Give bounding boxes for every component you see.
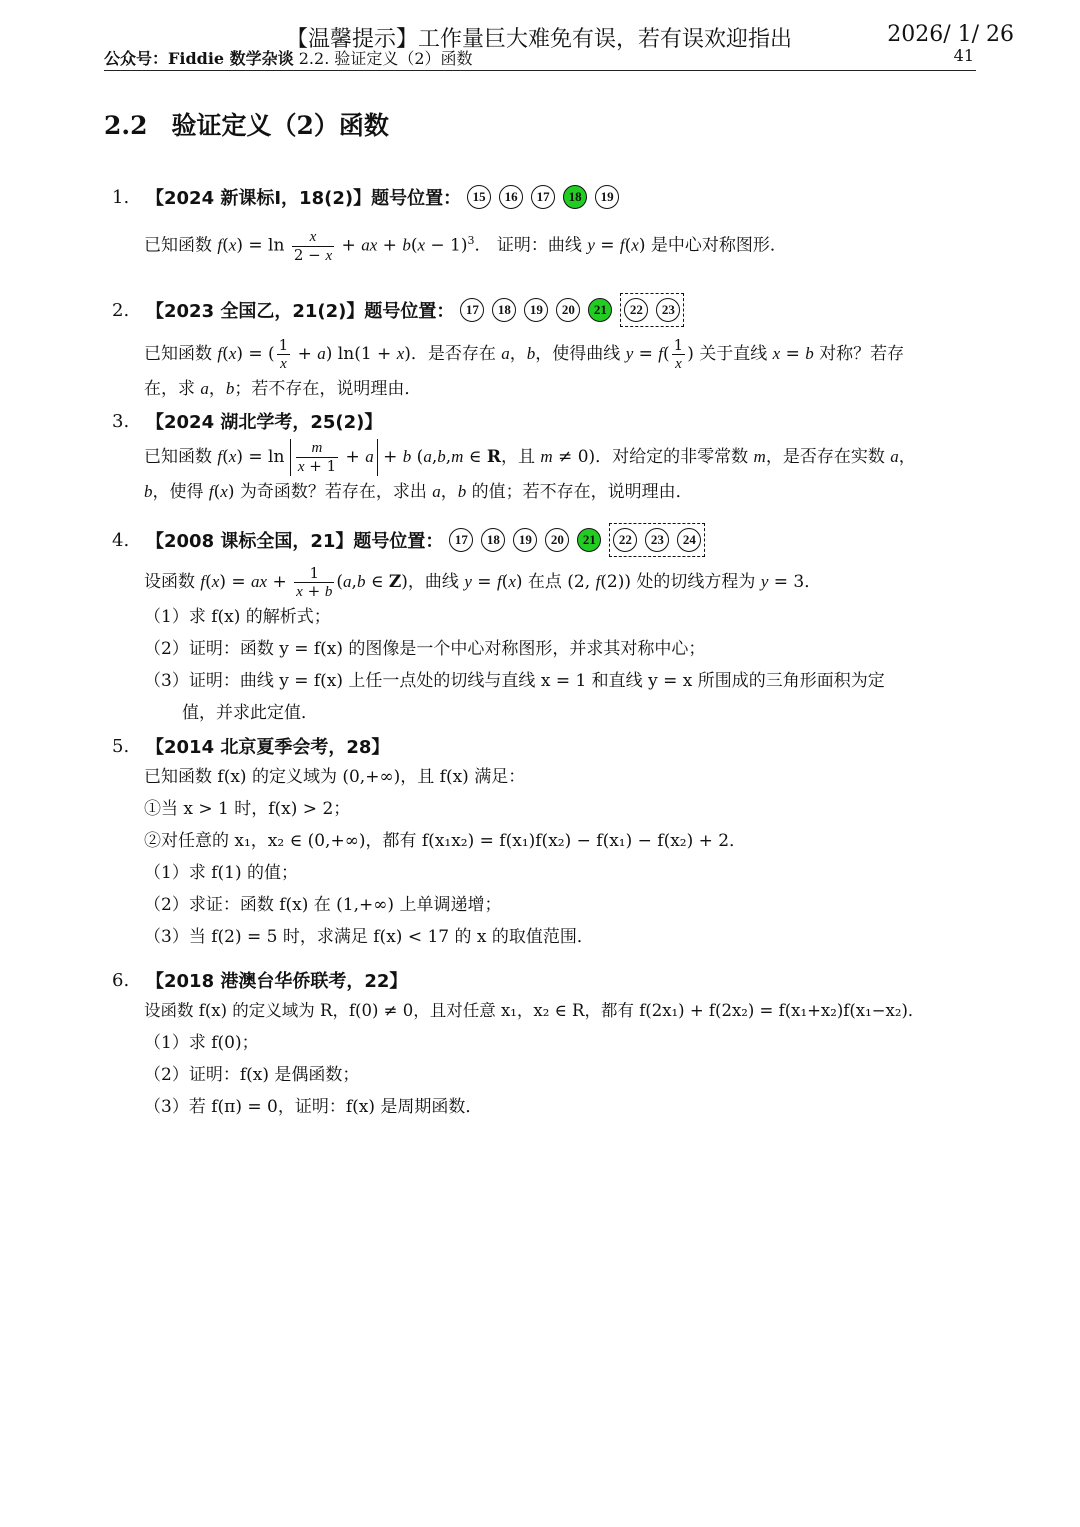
problem-text: （1）求 f(0)；: [144, 1033, 259, 1053]
problem-number: 6.: [112, 969, 130, 991]
dashed-group: [609, 523, 705, 557]
problem-4: [112, 525, 992, 729]
position-circles: [467, 185, 619, 209]
problem-source: 【2008 课标全国，21】: [146, 531, 354, 552]
absolute-value: $\frac{m}{x + 1}$ + a: [290, 439, 378, 476]
problem-text: 设函数 f(x) = ax + $\frac{1}{x + b}$ (a,b ∈ Z)，曲线 y = f(x) 在点 (2, f(2)) 处的切线方程为 y = 3．: [144, 563, 822, 600]
question-position-23: 23: [656, 298, 680, 322]
problem-text: （3）证明：曲线 y = f(x) 上任一点处的切线与直线 x = 1 和直线 y = x 所围成的三角形面积为定: [144, 671, 885, 691]
problem-number: 5.: [112, 735, 130, 757]
question-position-17: 17: [449, 528, 473, 552]
fraction: $\frac{1}{x}$: [278, 335, 289, 372]
problem-1: [112, 182, 992, 264]
fraction: $\frac{1}{x}$: [673, 335, 684, 372]
problem-2: [112, 295, 992, 405]
problem-number: 3.: [112, 410, 130, 432]
question-position-19: 19: [595, 185, 619, 209]
page-number: 41: [953, 46, 974, 65]
problem-text: （2）证明：函数 y = f(x) 的图像是一个中心对称图形，并求其对称中心；: [144, 639, 706, 659]
problem-text: （3）若 f(π) = 0，证明：f(x) 是周期函数．: [144, 1097, 483, 1117]
section-title-text: 验证定义（2）函数: [171, 111, 389, 140]
problem-3: [112, 406, 992, 508]
header-date: 2026/ 1/ 26: [887, 22, 1014, 47]
problem-text: 已知函数 f(x) = ln $\frac{m}{x + 1}$ + a + b (a,b,m ∈ R，且 m ≠ 0)．对给定的非零常数 m，是否存在实数 a，: [144, 440, 916, 475]
problem-text: （1）求 f(x) 的解析式；: [144, 607, 331, 627]
position-circles: [460, 298, 684, 322]
problem-title: [112, 965, 992, 995]
question-position-18: 18: [563, 185, 587, 209]
position-label: 题号位置：: [353, 531, 444, 552]
problem-text: ①当 x > 1 时，f(x) > 2；: [144, 799, 351, 819]
position-circles: [449, 528, 705, 552]
problem-text: 值，并求此定值．: [182, 703, 318, 723]
problem-text: ②对任意的 x₁，x₂ ∈ (0,+∞)，都有 f(x₁x₂) = f(x₁)f(x₂) − f(x₁) − f(x₂) + 2．: [144, 831, 747, 851]
section-title: [104, 106, 389, 142]
problem-text: b，使得 f(x) 为奇函数？若存在，求出 a，b 的值；若不存在，说明理由．: [144, 482, 693, 502]
page-header: [104, 22, 1014, 71]
question-position-17: 17: [531, 185, 555, 209]
problem-text: 已知函数 f(x) 的定义域为 (0,+∞)，且 f(x) 满足：: [144, 767, 526, 787]
problem-source: 【2024 湖北学考，25(2)】: [146, 412, 383, 433]
problem-source: 【2018 港澳台华侨联考，22】: [146, 971, 408, 992]
question-position-22: 22: [613, 528, 637, 552]
section-number: 2.2: [104, 111, 148, 140]
problem-number: 2.: [112, 299, 130, 321]
problem-text: （2）证明：f(x) 是偶函数；: [144, 1065, 360, 1085]
problem-text: 已知函数 f(x) = ( $\frac{1}{x}$ + a) ln(1 + x)．是否存在 a，b，使得曲线 y = f( $\frac{1}{x}$ ) 关于直线 x = b 对称？若存: [144, 335, 905, 372]
question-position-16: 16: [499, 185, 523, 209]
question-position-19: 19: [524, 298, 548, 322]
problem-text: （3）当 f(2) = 5 时，求满足 f(x) < 17 的 x 的取值范围．: [144, 927, 594, 947]
problem-text: （1）求 f(1) 的值；: [144, 863, 298, 883]
problem-title: [112, 731, 992, 761]
question-position-19: 19: [513, 528, 537, 552]
question-position-18: 18: [481, 528, 505, 552]
problem-text: 设函数 f(x) 的定义域为 R，f(0) ≠ 0，且对任意 x₁，x₂ ∈ R，都有 f(2x₁) + f(2x₂) = f(x₁+x₂)f(x₁−x₂)．: [144, 1001, 925, 1020]
problem-text: （2）求证：函数 f(x) 在 (1,+∞) 上单调递增；: [144, 895, 502, 915]
position-label: 题号位置：: [371, 188, 462, 209]
question-position-17: 17: [460, 298, 484, 322]
header-account: 公众号：Fiddie 数学杂谈: [104, 49, 294, 68]
fraction: $\frac{m}{x + 1}$: [297, 440, 337, 475]
problem-source: 【2024 新课标Ⅰ，18(2)】: [146, 188, 372, 209]
problem-title: [112, 295, 992, 325]
question-position-20: 20: [545, 528, 569, 552]
question-position-22: 22: [624, 298, 648, 322]
problem-6: [112, 965, 992, 1123]
question-position-23: 23: [645, 528, 669, 552]
header-notice: 【温馨提示】工作量巨大难免有误，若有误欢迎指出: [286, 27, 793, 52]
problem-5: [112, 731, 992, 953]
question-position-21: 21: [588, 298, 612, 322]
problem-text: 已知函数 f(x) = ln $\frac{x}{2 - x}$ + ax + $b(x - 1)^3$． 证明：曲线 y = f(x) 是中心对称图形．: [144, 228, 787, 264]
fraction: $\frac{x}{2 - x}$: [293, 228, 333, 264]
problem-number: 4.: [112, 529, 130, 551]
problem-text: 在，求 a，b；若不存在，说明理由．: [144, 379, 422, 399]
problem-source: 【2023 全国乙，21(2)】: [146, 301, 365, 322]
question-position-15: 15: [467, 185, 491, 209]
problem-title: [112, 525, 992, 555]
fraction: $\frac{1}{x + b}$: [296, 563, 333, 600]
header-section-ref: 2.2. 验证定义（2）函数: [298, 49, 473, 68]
problem-title: [112, 406, 992, 436]
header-breadcrumb: [104, 46, 473, 69]
question-position-24: 24: [677, 528, 701, 552]
question-position-21: 21: [577, 528, 601, 552]
position-label: 题号位置：: [364, 301, 455, 322]
question-position-18: 18: [492, 298, 516, 322]
problem-title: [112, 182, 992, 212]
dashed-group: [620, 293, 684, 327]
problem-number: 1.: [112, 186, 130, 208]
question-position-20: 20: [556, 298, 580, 322]
problem-source: 【2014 北京夏季会考，28】: [146, 737, 390, 758]
